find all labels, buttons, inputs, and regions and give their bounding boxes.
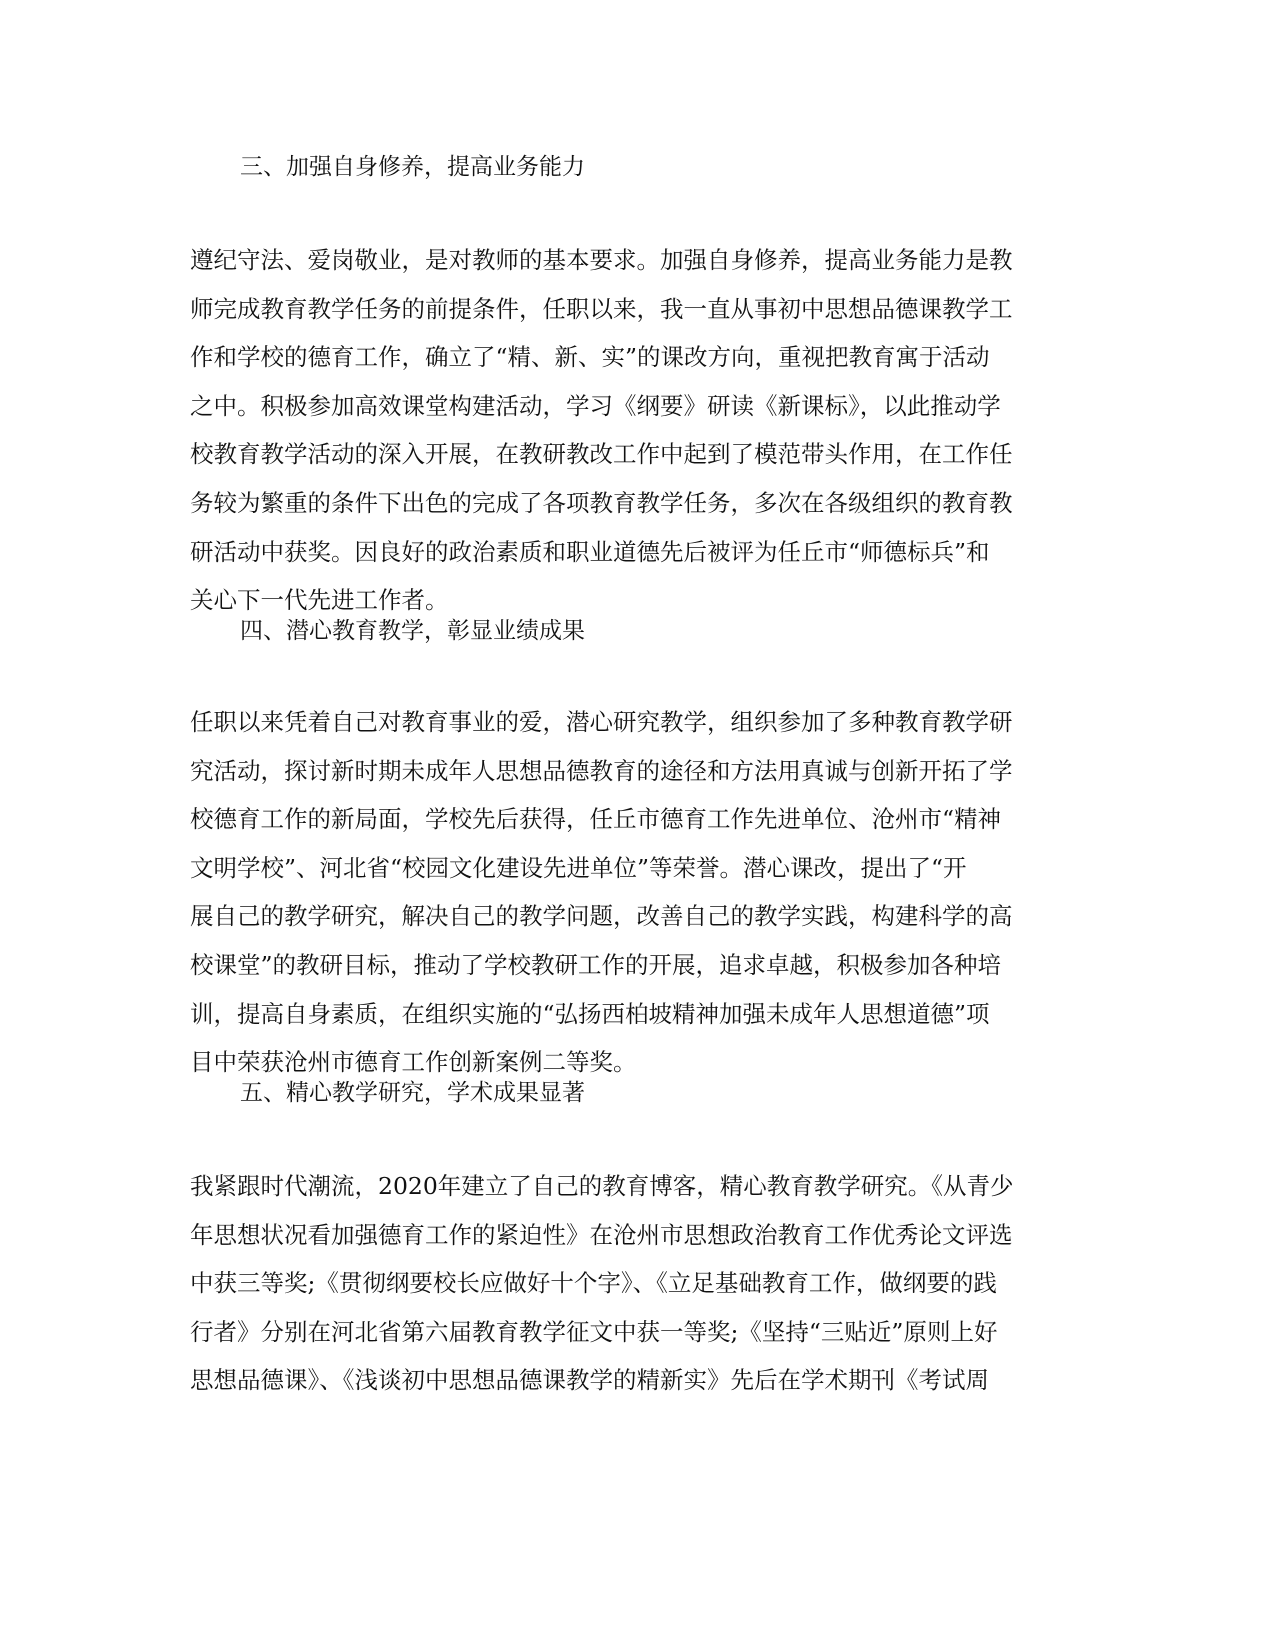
paragraph-line: 训，提高自身素质，在组织实施的“弘扬西柏坡精神加强未成年人思想道德”项 xyxy=(190,999,990,1028)
paragraph-line: 作和学校的德育工作，确立了“精、新、实”的课改方向，重视把教育寓于活动 xyxy=(190,343,990,372)
paragraph-line: 校教育教学活动的深入开展，在教研教改工作中起到了模范带头作用，在工作任 xyxy=(190,440,1013,469)
section-paragraph-4 xyxy=(190,698,1070,1087)
paragraph-line: 师完成教育教学任务的前提条件，任职以来，我一直从事初中思想品德课教学工 xyxy=(190,294,1013,323)
paragraph-line: 任职以来凭着自己对教育事业的爱，潜心研究教学，组织参加了多种教育教学研 xyxy=(190,708,1013,736)
paragraph-line: 年思想状况看加强德育工作的紧迫性》在沧州市思想政治教育工作优秀论文评选 xyxy=(190,1220,1013,1249)
section-paragraph-5 xyxy=(190,1162,1070,1405)
section-heading-4: 四、潜心教育教学，彰显业绩成果 xyxy=(240,618,585,644)
paragraph-line: 我紧跟时代潮流，2020年建立了自己的教育博客，精心教育教学研究。《从青少 xyxy=(190,1172,1014,1200)
paragraph-line: 校课堂”的教研目标，推动了学校教研工作的开展，追求卓越，积极参加各种培 xyxy=(190,950,1002,979)
section-heading-5: 五、精心教学研究，学术成果显著 xyxy=(240,1080,585,1106)
paragraph-line: 关心下一代先进工作者。 xyxy=(190,586,449,615)
paragraph-line: 务较为繁重的条件下出色的完成了各项教育教学任务，多次在各级组织的教育教 xyxy=(190,488,1013,517)
paragraph-line: 研活动中获奖。因良好的政治素质和职业道德先后被评为任丘市“师德标兵”和 xyxy=(190,537,990,566)
paragraph-line: 遵纪守法、爱岗敬业，是对教师的基本要求。加强自身修养，提高业务能力是教 xyxy=(190,246,1013,274)
paragraph-line: 究活动，探讨新时期未成年人思想品德教育的途径和方法用真诚与创新开拓了学 xyxy=(190,756,1013,785)
paragraph-line: 校德育工作的新局面，学校先后获得，任丘市德育工作先进单位、沧州市“精神 xyxy=(190,805,1002,834)
paragraph-line: 之中。积极参加高效课堂构建活动，学习《纲要》研读《新课标》，以此推动学 xyxy=(190,391,1001,420)
paragraph-line: 目中荣获沧州市德育工作创新案例二等奖。 xyxy=(190,1048,637,1077)
paragraph-line: 展自己的教学研究，解决自己的教学问题，改善自己的教学实践，构建科学的高 xyxy=(190,902,1013,931)
paragraph-line: 行者》分别在河北省第六届教育教学征文中获一等奖;《坚持“三贴近”原则上好 xyxy=(190,1317,998,1346)
section-heading-3: 三、加强自身修养，提高业务能力 xyxy=(240,154,585,180)
paragraph-line: 文明学校”、河北省“校园文化建设先进单位”等荣誉。潜心课改，提出了“开 xyxy=(190,853,967,882)
paragraph-line: 中获三等奖;《贯彻纲要校长应做好十个字》、《立足基础教育工作，做纲要的践 xyxy=(190,1269,997,1298)
section-paragraph-3 xyxy=(190,236,1070,625)
paragraph-line: 思想品德课》、《浅谈初中思想品德课教学的精新实》先后在学术期刊《考试周 xyxy=(190,1366,989,1395)
